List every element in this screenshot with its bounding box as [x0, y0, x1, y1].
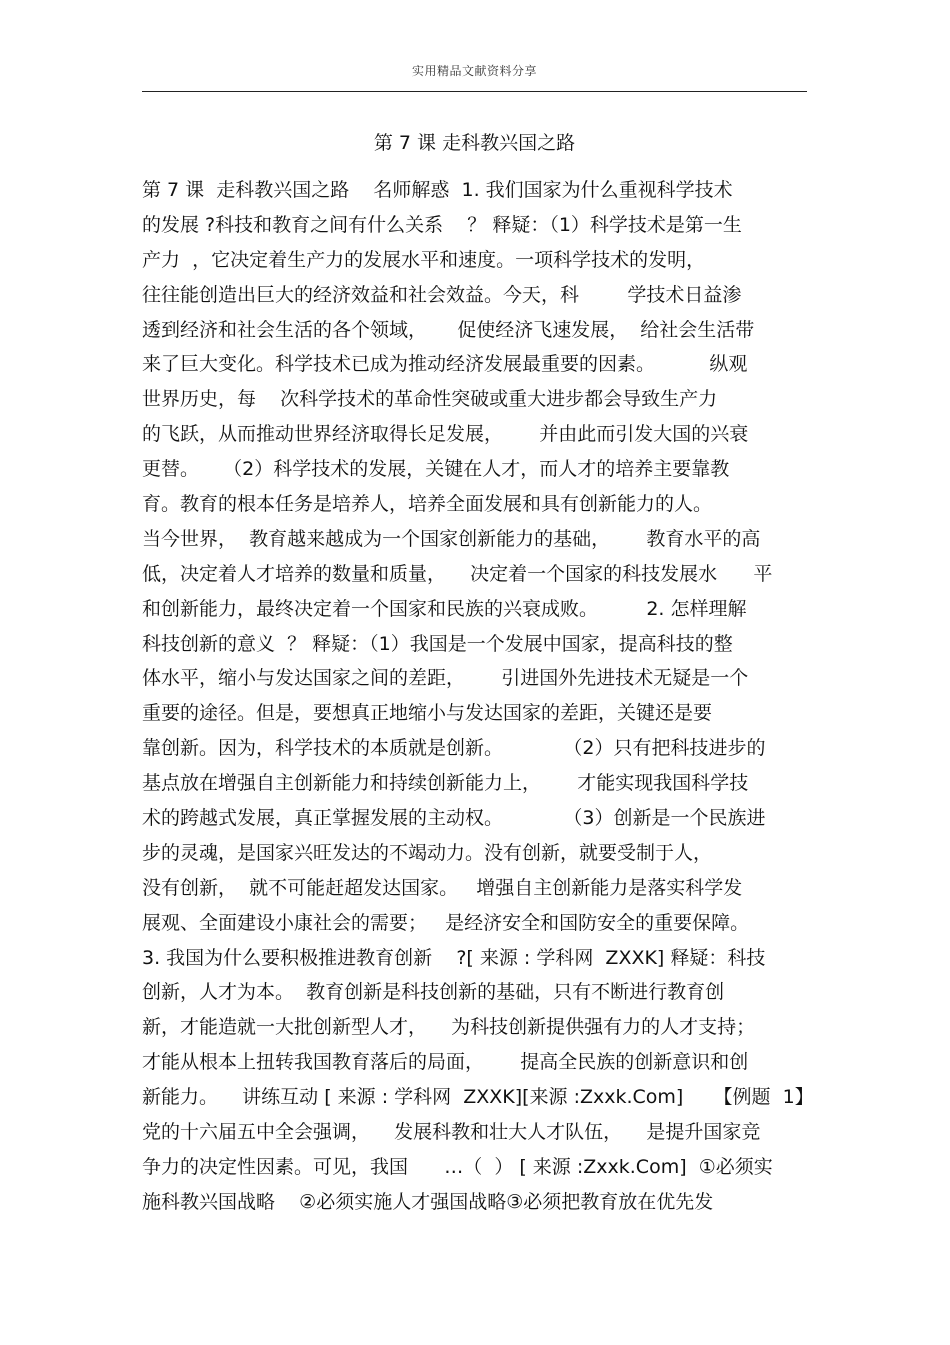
text-line: 重要的途径。但是，要想真正地缩小与发达国家的差距，关键还是要	[142, 702, 713, 725]
text-line: 往往能创造出巨大的经济效益和社会效益。今天，科 学技术日益渗	[142, 283, 742, 306]
header-divider	[142, 91, 807, 92]
text-line: 党的十六届五中全会强调， 发展科教和壮大人才队伍， 是提升国家竞	[142, 1121, 761, 1144]
text-line: 靠创新。因为，科学技术的本质就是创新。 （2）只有把科技进步的	[142, 737, 766, 760]
text-line: 的发展 ?科技和教育之间有什么关系 ？ 释疑：（1）科学技术是第一生	[142, 213, 742, 236]
text-line: 争力的决定性因素。可见，我国 …（ ） [ 来源 :Zxxk.Com] ①必须实	[142, 1155, 773, 1178]
text-line: 更替。 （2）科学技术的发展，关键在人才，而人才的培养主要靠教	[142, 458, 730, 481]
text-line: 3. 我国为什么要积极推进教育创新 ?[ 来源 : 学科网 ZXXK] 释疑：科技	[142, 946, 766, 969]
page-header: 实用精品文献资料分享	[411, 64, 537, 78]
text-line: 施科教兴国战略 ②必须实施人才强国战略③必须把教育放在优先发	[142, 1190, 714, 1213]
text-line: 步的灵魂，是国家兴旺发达的不竭动力。没有创新，就要受制于人，	[142, 841, 713, 864]
text-line: 的飞跃，从而推动世界经济取得长足发展， 并由此而引发大国的兴衰	[142, 423, 749, 446]
text-line: 世界历史，每 次科学技术的革命性突破或重大进步都会导致生产力	[142, 388, 718, 411]
text-line: 产力 ，它决定着生产力的发展水平和速度。一项科学技术的发明，	[142, 248, 706, 271]
text-line: 第 7 课 走科教兴国之路 名师解惑 1. 我们国家为什么重视科学技术	[142, 179, 733, 201]
text-line: 科技创新的意义 ？ 释疑：（1）我国是一个发展中国家，提高科技的整	[142, 632, 733, 655]
text-line: 低，决定着人才培养的数量和质量， 决定着一个国家的科技发展水 平	[142, 562, 773, 585]
text-line: 新能力。 讲练互动 [ 来源 : 学科网 ZXXK][来源 :Zxxk.Com] 【例题 1】	[142, 1086, 814, 1109]
text-line: 创新，人才为本。 教育创新是科技创新的基础，只有不断进行教育创	[142, 981, 725, 1004]
document-title: 第 7 课 走科教兴国之路	[373, 132, 576, 154]
text-line: 育。教育的根本任务是培养人，培养全面发展和具有创新能力的人。	[142, 493, 713, 516]
text-line: 当今世界， 教育越来越成为一个国家创新能力的基础， 教育水平的高	[142, 527, 761, 550]
text-line: 才能从根本上扭转我国教育落后的局面， 提高全民族的创新意识和创	[142, 1051, 749, 1074]
text-line: 透到经济和社会生活的各个领域， 促使经济飞速发展， 给社会生活带	[142, 318, 755, 341]
text-line: 来了巨大变化。科学技术已成为推动经济发展最重要的因素。 纵观	[142, 353, 748, 376]
text-line: 基点放在增强自主创新能力和持续创新能力上， 才能实现我国科学技	[142, 772, 749, 795]
text-line: 体水平，缩小与发达国家之间的差距， 引进国外先进技术无疑是一个	[142, 667, 749, 690]
text-line: 展观、全面建设小康社会的需要； 是经济安全和国防安全的重要保障。	[142, 911, 750, 934]
document-body	[142, 173, 822, 1220]
text-line: 没有创新， 就不可能赶超发达国家。 增强自主创新能力是落实科学发	[142, 876, 743, 899]
text-line: 和创新能力，最终决定着一个国家和民族的兴衰成败。 2. 怎样理解	[142, 597, 747, 620]
text-line: 新，才能造就一大批创新型人才， 为科技创新提供强有力的人才支持；	[142, 1016, 756, 1039]
text-line: 术的跨越式发展，真正掌握发展的主动权。 （3）创新是一个民族进	[142, 807, 766, 830]
